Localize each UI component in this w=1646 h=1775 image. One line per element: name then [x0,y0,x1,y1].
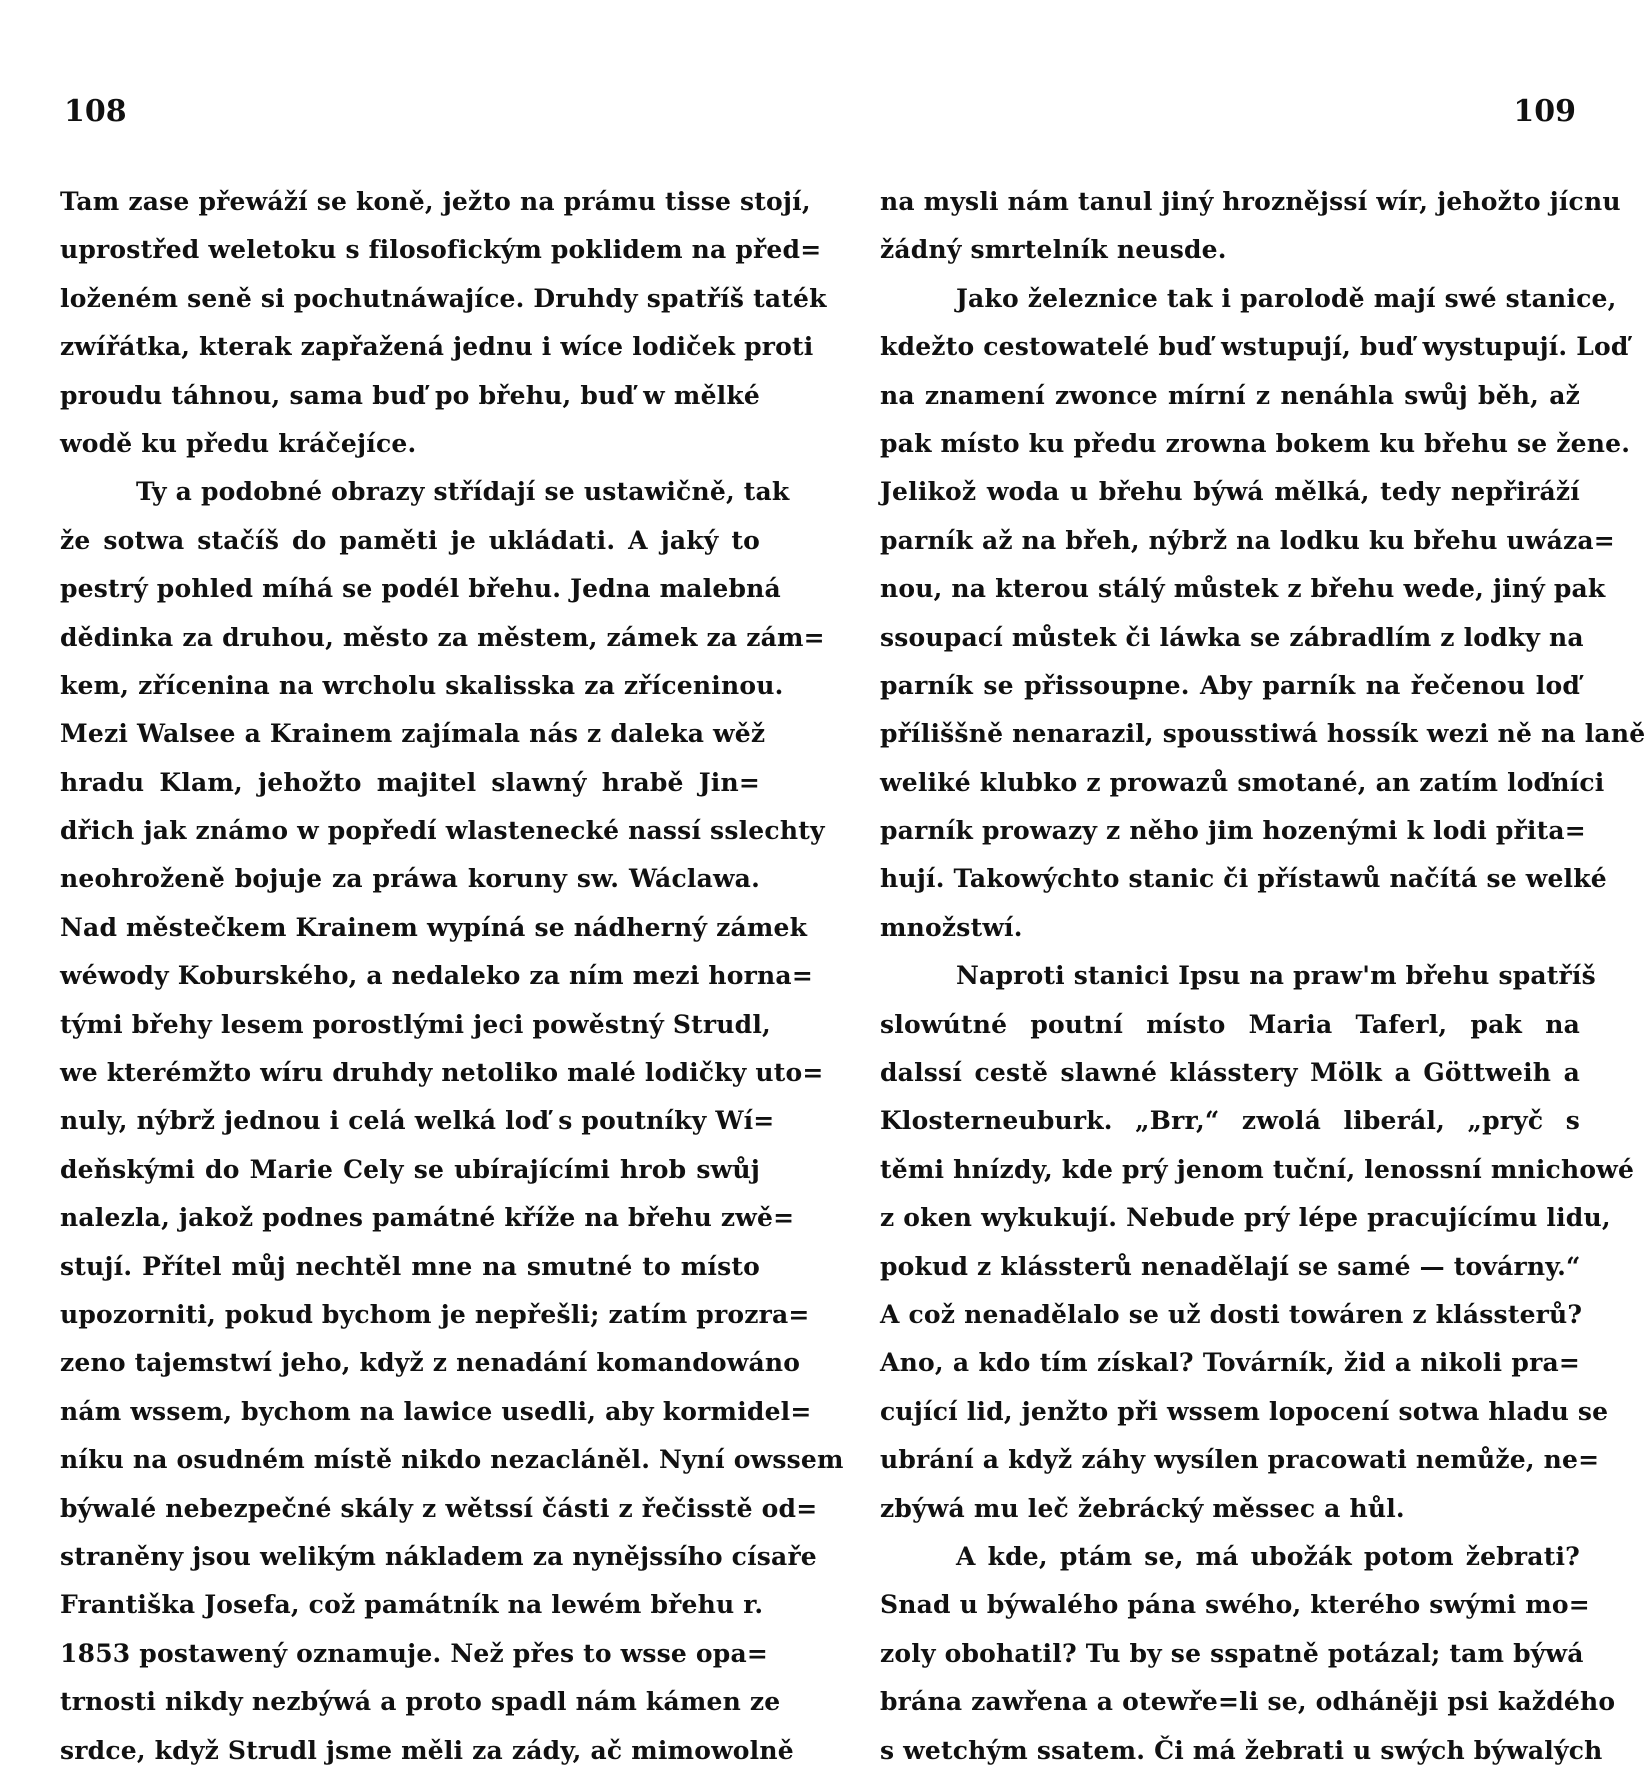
text-line: dřich jak známo w popředí wlastenecké nassí sslechty [60,816,825,846]
text-line: s wetchým ssatem. Či má žebrati u swých býwalých [880,1735,1603,1765]
text-line: hradu Klam, jehožto majitel slawný hrabě Jin= [60,767,760,797]
text-line: Klosterneuburk. „Brr,“ zwolá liberál, „pryč s [880,1106,1580,1136]
text-line: proudu táhnou, sama buď po břehu, buď w mělké [60,380,760,410]
text-line: Ano, a kdo tím získal? Továrník, žid a nikoli pra= [880,1348,1580,1378]
left-page [60,0,844,1765]
text-line: kdežto cestowatelé buď wstupují, buď wystupují. Loď [880,332,1629,362]
text-line: na znamení zwonce mírní z nenáhla swůj běh, až [880,380,1580,410]
text-line: uprostřed weletoku s filosofickým poklidem na před= [60,235,822,265]
text-line: slowútné poutní místo Maria Taferl, pak na [880,1009,1580,1039]
text-line: straněny jsou welikým nákladem za nynějssího císaře [60,1541,817,1571]
text-line: cující lid, jenžto při wssem lopocení sotwa hladu se [880,1396,1609,1426]
text-line: upozorniti, pokud bychom je nepřešli; zatím prozra= [60,1299,810,1329]
text-line: nalezla, jakož podnes památné kříže na břehu zwě= [60,1203,795,1233]
text-line: hují. Takowýchto stanic či přístawů načítá se welké [880,864,1607,894]
text-line: býwalé nebezpečné skály z wětssí části z řečisstě od= [60,1493,818,1523]
text-line: Tam zase přewáží se koně, ježto na prámu tisse stojí, [60,187,811,216]
text-line: zoly obohatil? Tu by se sspatně potázal; tam býwá [880,1638,1584,1668]
text-line: stují. Přítel můj nechtěl mne na smutné to místo [60,1251,760,1281]
text-line: množstwí. [880,912,1023,942]
text-line: příliššně nenarazil, spousstiwá hossík wezi ně na laně [880,719,1646,749]
text-line: nuly, nýbrž jednou i celá welká loď s poutníky Wí= [60,1106,775,1136]
text-line: z oken wykukují. Nebude prý lépe pracujícímu lidu, [880,1203,1611,1233]
text-line: parník až na břeh, nýbrž na lodku ku břehu uwáza= [880,525,1615,555]
text-line: Snad u býwalého pána swého, kterého swými mo= [880,1590,1590,1620]
text-line: tými břehy lesem porostlými jeci powěstný Strudl, [60,1009,771,1039]
text-line: A kde, ptám se, má ubožák potom žebrati? [956,1541,1580,1571]
text-line: parník prowazy z něho jim hozenými k lodi přita= [880,816,1586,846]
right-page-text [880,178,1646,1775]
page-number: 108 [64,94,127,129]
text-line: srdce, když Strudl jsme měli za zády, ač mimowolně [60,1735,794,1765]
text-line: zwířátka, kterak zapřažená jednu i wíce lodiček proti [60,332,814,362]
text-line: nou, na kterou stálý můstek z břehu wede, jiný pak [880,574,1606,604]
text-line: parník se přissoupne. Aby parník na řečenou loď [880,670,1580,700]
text-line: brána zawřena a otewře=li se, odháněji psi každého [880,1687,1616,1717]
text-line: 1853 postawený oznamuje. Než přes to wsse opa= [60,1638,769,1668]
text-line: A což nenadělalo se už dosti towáren z klássterů? [880,1299,1583,1329]
text-line: Nad městečkem Krainem wypíná se nádherný zámek [60,912,808,942]
text-line: dědinka za druhou, město za městem, zámek za zám= [60,622,825,652]
text-line: Jako železnice tak i parolodě mají swé stanice, [956,283,1617,313]
text-line: zeno tajemstwí jeho, když z nenadání komandowáno [60,1348,801,1378]
text-line: na mysli nám tanul jiný hroznějssí wír, jehožto jícnu [880,187,1621,216]
text-line: nám wssem, bychom na lawice usedli, aby kormidel= [60,1396,812,1426]
text-line: ubrání a když záhy wysílen pracowati nemůže, ne= [880,1445,1600,1475]
text-line: Ty a podobné obrazy střídají se ustawičně, tak [136,477,790,507]
text-line: ssoupací můstek či láwka se zábradlím z lodky na [880,622,1584,652]
text-line: pak místo ku předu zrowna bokem ku břehu se žene. [880,428,1631,458]
page-number: 109 [1513,94,1576,129]
text-line: těmi hnízdy, kde prý jenom tuční, lenossní mnichowé [880,1154,1635,1184]
text-line: wodě ku předu kráčejíce. [60,428,417,458]
text-line: weliké klubko z prowazů smotané, an zatím loďníci [880,767,1605,797]
text-line: deňskými do Marie Cely se ubírajícími hrob swůj [60,1154,760,1184]
text-line: trnosti nikdy nezbýwá a proto spadl nám kámen ze [60,1687,781,1717]
text-line: dalssí cestě slawné klásstery Mölk a Göttweih a [880,1058,1580,1088]
left-page-text [60,178,844,1775]
text-line: kem, zřícenina na wrcholu skalisska za zříceninou. [60,670,784,700]
text-line: Naproti stanici Ipsu na praw'm břehu spatříš [956,961,1596,991]
text-line: loženém seně si pochutnáwajíce. Druhdy spatříš taték [60,283,827,313]
text-line: Jelikož woda u břehu býwá mělká, tedy nepřiráží [880,477,1580,507]
text-line: wéwody Koburského, a nedaleko za ním mezi horna= [60,961,813,991]
text-line: zbýwá mu leč žebrácký měssec a hůl. [880,1493,1405,1523]
text-line: že sotwa stačíš do paměti je ukládati. A jaký to [60,525,760,555]
text-line: Mezi Walsee a Krainem zajímala nás z daleka wěž [60,719,766,749]
text-line: Františka Josefa, což památník na lewém břehu r. [60,1590,764,1620]
text-line: pestrý pohled míhá se podél břehu. Jedna malebná [60,574,781,604]
right-page [880,0,1646,1765]
text-line: pokud z klássterů nenadělají se samé — továrny.“ [880,1251,1581,1281]
text-line: žádný smrtelník neusde. [880,235,1227,265]
text-line: neohroženě bojuje za práwa koruny sw. Wáclawa. [60,864,760,894]
text-line: níku na osudném místě nikdo nezacláněl. Nyní owssem [60,1445,844,1475]
text-line: we kterémžto wíru druhdy netoliko malé lodičky uto= [60,1058,824,1088]
